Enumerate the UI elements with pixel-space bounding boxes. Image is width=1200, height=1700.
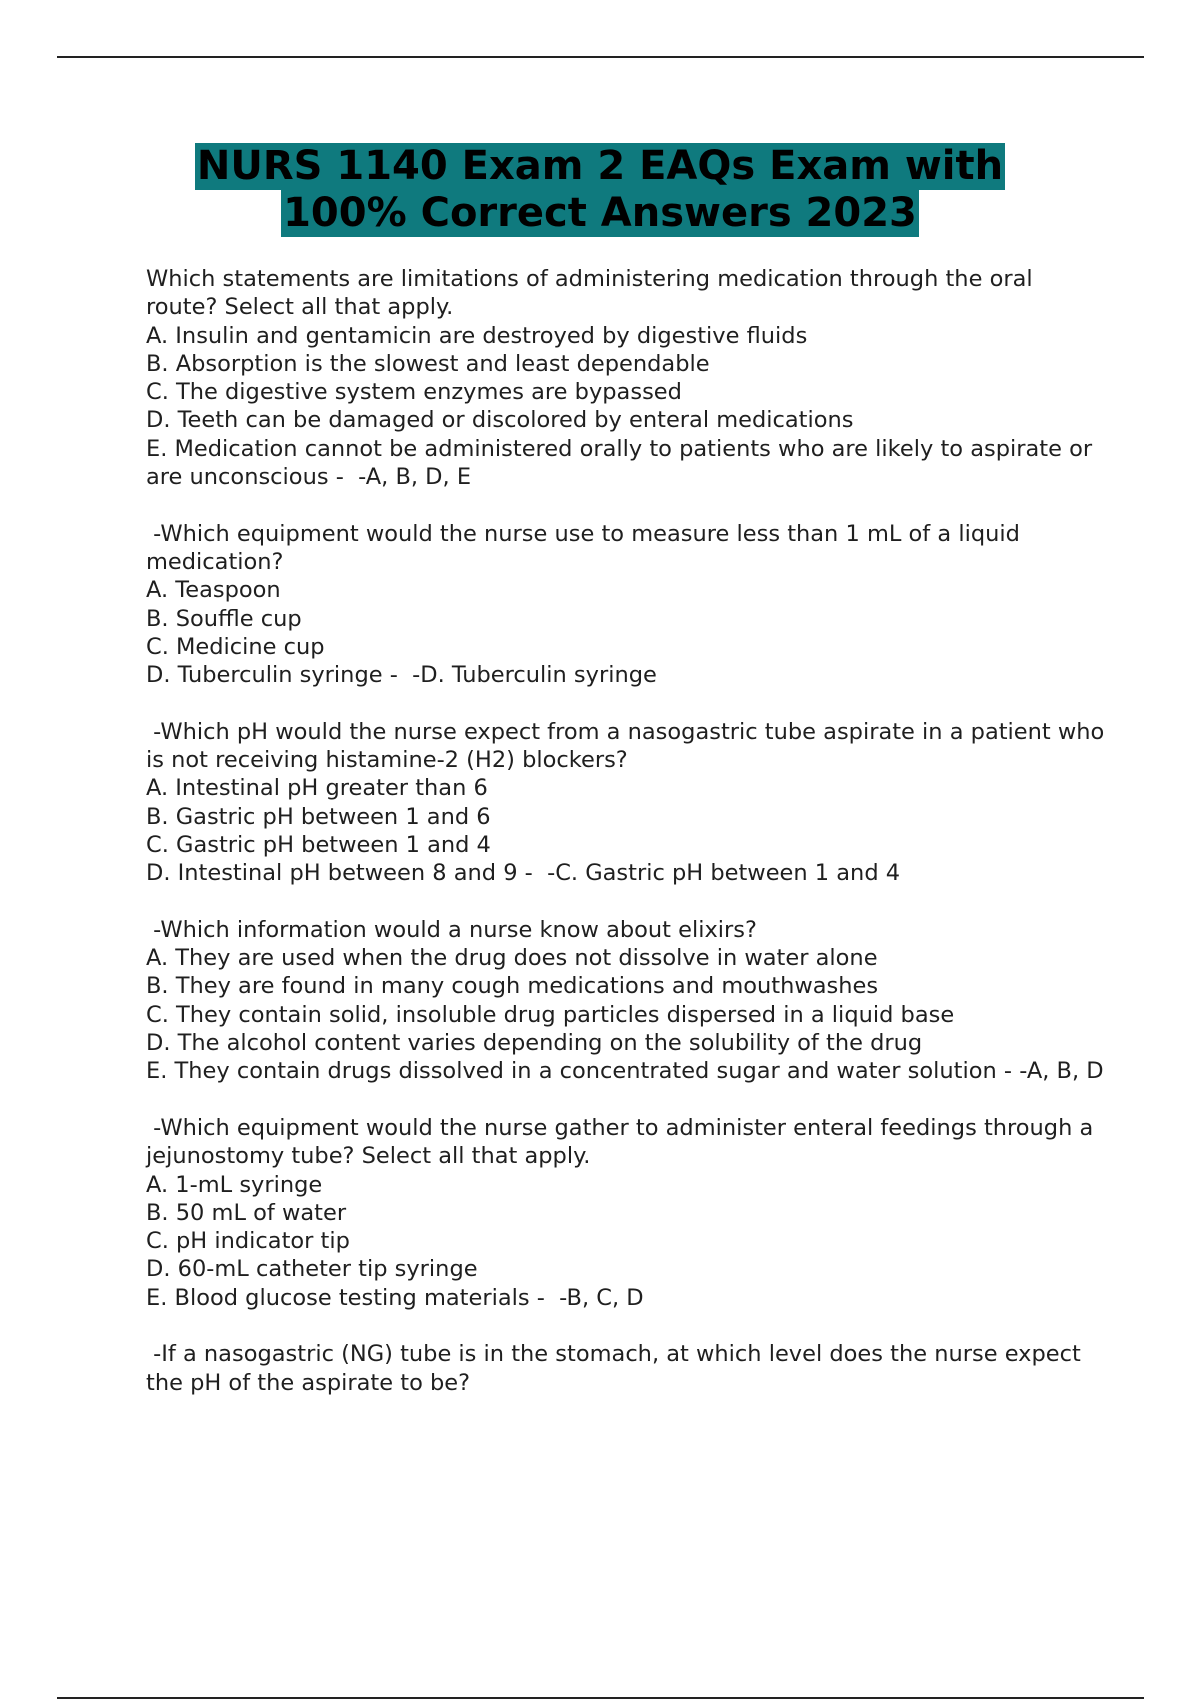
answer-option: A. 1-mL syringe	[146, 1171, 323, 1198]
question-text: -If a nasogastric (NG) tube is in the stomach, at which level does the nurse expect the pH of the aspirate to be?	[146, 1341, 1088, 1396]
answer-option: D. The alcohol content varies depending on the solubility of the drug	[146, 1030, 923, 1057]
answer-option: B. Souffle cup	[146, 605, 302, 632]
bottom-divider	[57, 1697, 1144, 1699]
answer-option: A. Teaspoon	[146, 577, 281, 604]
answer-option: D. 60-mL catheter tip syringe	[146, 1256, 478, 1283]
answer-option: C. pH indicator tip	[146, 1228, 350, 1255]
answer-option: B. 50 mL of water	[146, 1199, 347, 1226]
document-title	[0, 143, 1200, 237]
title-line-1: NURS 1140 Exam 2 EAQs Exam with	[196, 143, 1004, 189]
answer-option: C. Medicine cup	[146, 633, 325, 660]
answer-option: A. They are used when the drug does not dissolve in water alone	[146, 945, 878, 972]
document-body	[146, 265, 1112, 1425]
answer-option: A. Insulin and gentamicin are destroyed by digestive fluids	[146, 322, 808, 349]
question-block-4	[146, 916, 1106, 1086]
title-line-2: 100% Correct Answers 2023	[283, 190, 917, 236]
answer-option: D. Teeth can be damaged or discolored by enteral medications	[146, 407, 854, 434]
answer-option: C. The digestive system enzymes are bypassed	[146, 379, 682, 406]
answer-option: E. Medication cannot be administered orally to patients who are likely to aspirate or are unconscious - -A, B, D, E	[146, 435, 1100, 491]
question-text: Which statements are limitations of administering medication through the oral route? Select all that apply.	[146, 266, 1040, 321]
answer-option: C. Gastric pH between 1 and 4	[146, 831, 491, 858]
answer-option: C. They contain solid, insoluble drug particles dispersed in a liquid base	[146, 1001, 955, 1028]
question-text: -Which equipment would the nurse use to measure less than 1 mL of a liquid medication?	[146, 520, 1028, 575]
answer-option: B. Gastric pH between 1 and 6	[146, 803, 491, 830]
answer-option: D. Intestinal pH between 8 and 9 - -C. Gastric pH between 1 and 4	[146, 860, 901, 887]
question-block-1	[146, 265, 1106, 491]
answer-option: E. They contain drugs dissolved in a concentrated sugar and water solution - -A, B, D	[146, 1058, 1104, 1085]
answer-option: B. Absorption is the slowest and least dependable	[146, 350, 710, 377]
top-divider	[57, 56, 1144, 58]
question-block-5	[146, 1114, 1106, 1312]
question-text: -Which equipment would the nurse gather to administer enteral feedings through a jejunostomy tube? Select all that apply.	[146, 1114, 1101, 1170]
question-text: -Which information would a nurse know about elixirs?	[146, 916, 757, 943]
question-block-2	[146, 520, 1106, 690]
answer-option: B. They are found in many cough medications and mouthwashes	[146, 973, 879, 1000]
answer-option: A. Intestinal pH greater than 6	[146, 775, 488, 802]
answer-option: D. Tuberculin syringe - -D. Tuberculin syringe	[146, 662, 657, 689]
answer-option: E. Blood glucose testing materials - -B, C, D	[146, 1284, 644, 1311]
question-block-3	[146, 718, 1112, 888]
question-block-6	[146, 1340, 1106, 1397]
question-text: -Which pH would the nurse expect from a nasogastric tube aspirate in a patient who is not receiving histamine-2 (H2) blockers?	[146, 718, 1112, 774]
